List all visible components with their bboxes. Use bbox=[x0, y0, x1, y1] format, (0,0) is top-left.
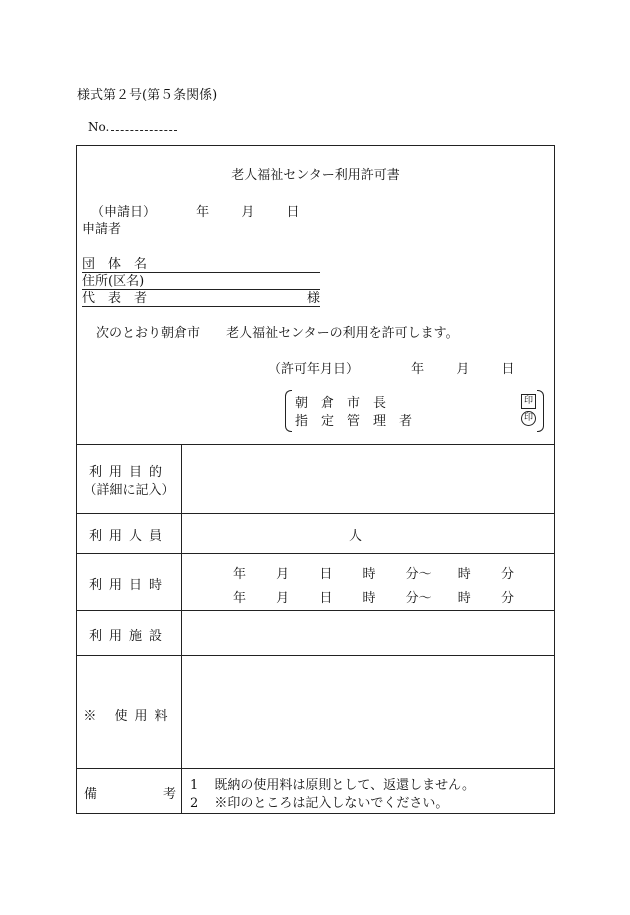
dt1-hour-to: 時 bbox=[457, 567, 471, 582]
application-year: 年 bbox=[196, 205, 210, 220]
fee-input[interactable] bbox=[183, 657, 553, 767]
note-1-text: 既納の使用料は原則として、返還しません。 bbox=[214, 778, 475, 793]
application-month: 月 bbox=[241, 205, 255, 220]
fee-label: ※ 使用料 bbox=[83, 709, 175, 724]
column-divider bbox=[181, 444, 182, 813]
permit-statement bbox=[96, 322, 459, 341]
divider bbox=[77, 513, 554, 514]
divider bbox=[77, 768, 554, 769]
form-label: 様式第２号(第５条関係) bbox=[77, 88, 218, 103]
representative-label: 代 表 者 bbox=[82, 291, 148, 306]
group-name-label: 団 体 名 bbox=[82, 257, 148, 272]
persons-unit: 人 bbox=[349, 529, 363, 544]
dt1-minute-to: 分 bbox=[500, 567, 514, 582]
datetime-line-1[interactable] bbox=[233, 563, 514, 582]
dt1-hour: 時 bbox=[362, 567, 376, 582]
number-field bbox=[88, 120, 177, 134]
datetime-label: 利用日時 bbox=[88, 578, 169, 593]
dt2-minute-from: 分～ bbox=[405, 591, 432, 606]
facility-label: 利用施設 bbox=[88, 629, 169, 644]
note-2-text: ※印のところは記入しないでください。 bbox=[214, 796, 449, 811]
issuer-manager: 指 定 管 理 者 bbox=[295, 414, 413, 429]
dt2-day: 日 bbox=[319, 591, 333, 606]
dt1-day: 日 bbox=[319, 567, 333, 582]
divider bbox=[77, 444, 554, 445]
seal-circle-icon: 印 bbox=[521, 411, 536, 426]
number-blank[interactable] bbox=[111, 120, 177, 131]
permit-form bbox=[76, 145, 555, 814]
purpose-sublabel: （詳細に記入） bbox=[83, 483, 175, 498]
purpose-input[interactable] bbox=[183, 446, 553, 512]
dt2-hour: 時 bbox=[362, 591, 376, 606]
divider bbox=[77, 655, 554, 656]
remarks-note-1 bbox=[190, 774, 475, 793]
purpose-label: 利用目的 bbox=[88, 465, 169, 480]
issuer-bracket-left bbox=[285, 390, 292, 432]
dt2-minute-to: 分 bbox=[500, 591, 514, 606]
dt2-hour-to: 時 bbox=[457, 591, 471, 606]
statement-body: 老人福祉センターの利用を許可します。 bbox=[226, 326, 459, 341]
persons-label: 利用人員 bbox=[88, 529, 169, 544]
dt1-minute-from: 分～ bbox=[405, 567, 432, 582]
number-label: No. bbox=[88, 120, 110, 134]
statement-city: 次のとおり朝倉市 bbox=[96, 326, 201, 341]
permit-year: 年 bbox=[411, 362, 425, 377]
remarks-note-2 bbox=[190, 792, 448, 811]
datetime-line-2[interactable] bbox=[233, 587, 514, 606]
honorific: 様 bbox=[306, 291, 320, 306]
persons-input[interactable] bbox=[183, 515, 553, 552]
dt2-year: 年 bbox=[233, 591, 247, 606]
note-1-number: 1 bbox=[190, 778, 199, 793]
application-date bbox=[91, 201, 299, 220]
form-title: 老人福祉センター利用許可書 bbox=[231, 168, 400, 183]
issuer-mayor: 朝 倉 市 長 bbox=[295, 396, 387, 411]
remarks-label-left: 備 bbox=[84, 787, 98, 802]
facility-input[interactable] bbox=[183, 612, 553, 654]
applicant-label: 申請者 bbox=[82, 222, 122, 237]
application-day: 日 bbox=[286, 205, 300, 220]
divider bbox=[77, 553, 554, 554]
dt2-month: 月 bbox=[276, 591, 290, 606]
permit-date-label: （許可年月日） bbox=[268, 362, 360, 377]
permit-month: 月 bbox=[456, 362, 470, 377]
application-date-label: （申請日） bbox=[91, 205, 157, 220]
seal-square-icon: 印 bbox=[521, 394, 536, 409]
address-label: 住所(区名) bbox=[82, 274, 145, 289]
dt1-month: 月 bbox=[276, 567, 290, 582]
dt1-year: 年 bbox=[233, 567, 247, 582]
representative-field[interactable] bbox=[82, 287, 320, 307]
permit-date bbox=[268, 358, 514, 377]
permit-day: 日 bbox=[501, 362, 515, 377]
issuer-bracket-right bbox=[537, 390, 544, 432]
note-2-number: 2 bbox=[190, 796, 199, 811]
divider bbox=[77, 610, 554, 611]
remarks-label-right: 考 bbox=[163, 787, 177, 802]
